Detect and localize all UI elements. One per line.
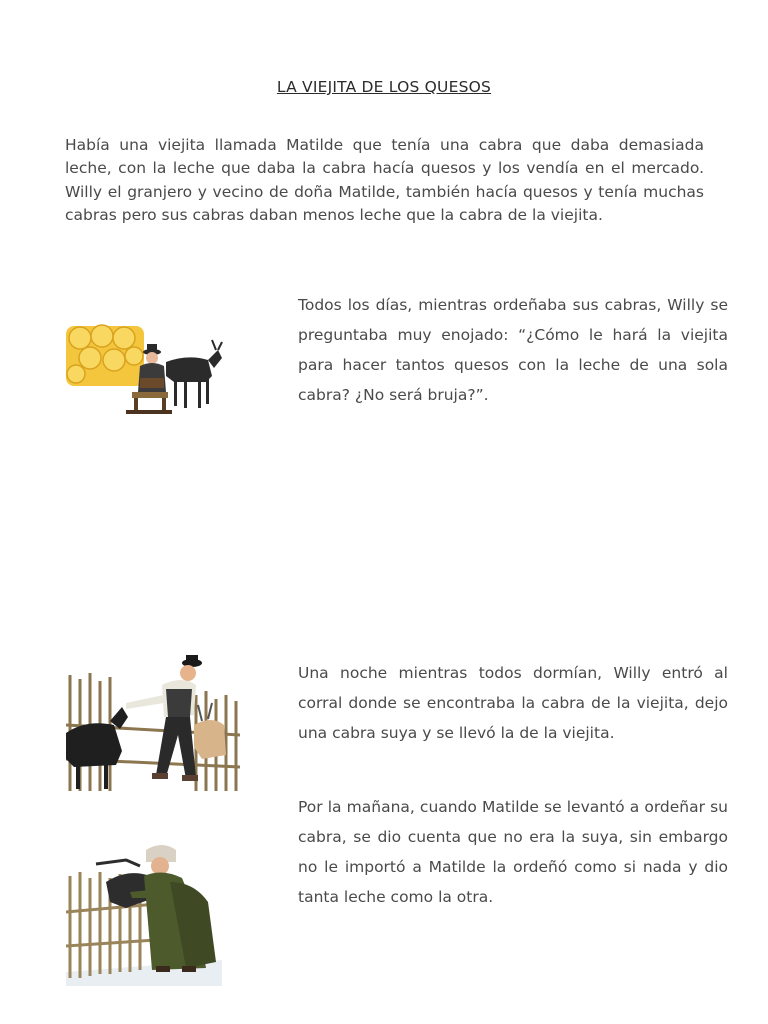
paragraph-willy-wonders: Todos los días, mientras ordeñaba sus cabras, Willy se preguntaba muy enojado: “¿Cómo le hará la viejita para hacer tantos quesos con la leche de una sola cabra? ¿No será bruja?”. [298,296,728,404]
paragraph-morning: Por la mañana, cuando Matilde se levantó a ordeñar su cabra, se dio cuenta que no era la suya, sin embargo no le importó a Matilde la ordeñó como si nada y dio tanta leche como la otra. [298,798,728,906]
willy-taking-goat-illustration [66,655,240,793]
paragraph-night-swap: Una noche mientras todos dormían, Willy entró al corral donde se encontraba la cabra de la viejita, dejo una cabra suya y se llevó la de la viejita. [298,664,728,742]
cheese-wheels [66,325,144,386]
black-goat-figure [166,340,222,408]
page-title: LA VIEJITA DE LOS QUESOS [276,78,492,96]
farmer-milking-goat-illustration [66,320,224,420]
paragraph-intro: Había una viejita llamada Matilde que tenía una cabra que daba demasiada leche, con la leche que daba la cabra hacía quesos y los vendía en el mercado. Willy el granjero y vecino de doña Matilde, también hacía quesos y tenía muchas cabras pero sus cabras daban menos leche que la cabra de la viejita. [65,136,704,224]
matilde-with-goat-illustration [66,842,222,986]
